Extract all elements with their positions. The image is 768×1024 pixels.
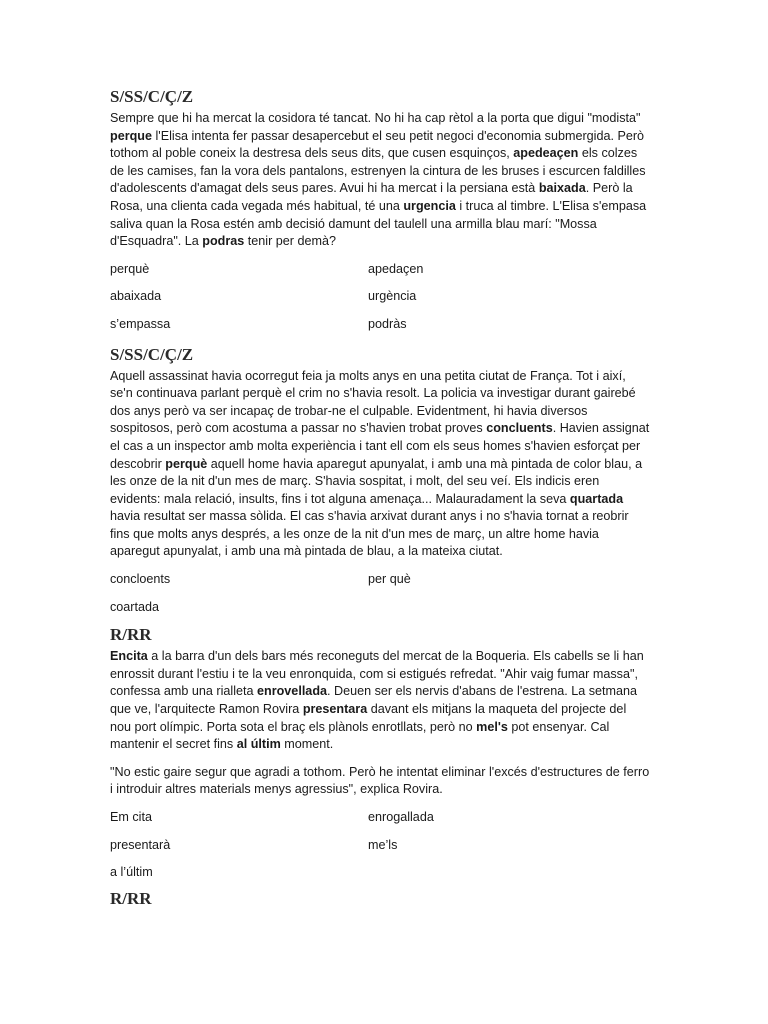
exercise-section [110, 344, 650, 617]
text-run: i truca al timbre. L'Elisa s'empasa saliva quan la Rosa estén amb decisió damunt del taulell una armilla blau marí: "Mossa d'Esquadra". La [110, 198, 647, 249]
text-run: havia resultat ser massa sòlida. El cas s'havia arxivat durant anys i no s'havia tornat a reobrir fins que molts anys després, a les onze de la nit d'un mes de març, un altre home havia aparegut apunyalat, i amb una mà pintada de blau, a la mateixa ciutat. [110, 509, 629, 559]
text-run: . Deuen ser els nervis d'abans de l'estrena. La setmana que ve, l'arquitecte Ramon Rovira [110, 684, 638, 717]
answer-item: Em cita [110, 810, 152, 824]
text-run: . Havien assignat el cas a un inspector amb molta experiència i tant ell com els seus homes s'havien esforçat per descobrir [110, 421, 650, 471]
text-run: aquell home havia aparegut apunyalat, i amb una mà pintada de color blau, a les onze de la nit d'un mes de març. S'havia sospitat, i molt, del seu veí. Els indicis eren evidents: mala relació, insults, fins i tot alguna amenaça... Malauradament la seva [110, 456, 643, 506]
answer-list [110, 809, 650, 882]
highlighted-term: urgencia [403, 198, 456, 213]
highlighted-term: podras [202, 234, 245, 249]
answer-item: enrogallada [368, 810, 434, 824]
text-run: "No estic gaire segur que agradi a tothom. Però he intentat eliminar l'excés d'estructures de ferro i introduir altres materials menys agressius", explica Rovira. [110, 764, 650, 797]
answer-item: perquè [110, 261, 150, 276]
answer-item: me’ls [368, 837, 398, 852]
answer-item: abaixada [110, 289, 162, 304]
section-heading: S/SS/C/Ç/Z [110, 344, 194, 364]
answer-list [110, 261, 650, 334]
highlighted-term: apedeaçen [513, 146, 579, 161]
exercise-section [110, 888, 650, 910]
text-run: els colzes de les camises, fan la vora dels pantalons, estrenyen la cintura de les bruses i escurcen faldilles d'adolescents d'amagat dels seus pares. Avui hi ha mercat i la persiana està [110, 146, 646, 196]
answer-item: per què [368, 572, 411, 587]
exercise-paragraph [110, 110, 650, 251]
highlighted-term: perque [110, 128, 152, 143]
text-run: Aquell assassinat havia ocorregut feia ja molts anys en una petita ciutat de França. Tot i així, se'n continuava parlant perquè el crim no s'havia resolt. La policia va investigar durant gairebé dos anys però va ser incapaç de trobar-ne el culpable. Evidentment, hi havia diversos sospitosos, però com acostuma a passar no s'havien trobat proves [110, 368, 636, 436]
answer-item: apedaçen [368, 261, 424, 276]
section-heading: R/RR [110, 888, 152, 908]
highlighted-term: al últim [236, 737, 281, 752]
answer-list [110, 571, 650, 616]
answer-item: s’empassa [110, 316, 171, 331]
highlighted-term: Encita [110, 649, 148, 664]
text-run: tenir per demà? [244, 234, 337, 249]
document-page [110, 86, 650, 912]
answer-item: a l’últim [110, 865, 153, 880]
text-run: Sempre que hi ha mercat la cosidora té tancat. No hi ha cap rètol a la porta que digui "modista" [110, 111, 641, 125]
section-heading: R/RR [110, 625, 152, 645]
answer-item: presentarà [110, 837, 171, 852]
highlighted-term: quartada [569, 491, 624, 506]
answer-item: coartada [110, 599, 160, 614]
highlighted-term: enrovellada [257, 684, 328, 699]
exercise-paragraph [110, 648, 650, 754]
text-run: a la barra d'un dels bars més reconeguts del mercat de la Boqueria. Els cabells se li han enrossit durant l'estiu i te la veu enronquida, com si estigués refredat. "Ahir vaig fumar massa", confessa amb una rialleta [110, 649, 644, 699]
text-run: l'Elisa intenta fer passar desapercebut el seu petit negoci d'economia submergida. Però tothom al poble coneix la destresa dels seus dits, que cusen esquinços, [110, 128, 645, 161]
answer-item: urgència [368, 289, 417, 304]
text-run: davant els mitjans la maqueta del projecte del nou port olímpic. Porta sota el braç els plànols enrotllats, però no [110, 702, 627, 734]
exercise-section [110, 86, 650, 334]
text-run: moment. [280, 737, 334, 752]
answer-item: podràs [368, 316, 407, 331]
highlighted-term: concluents [486, 421, 553, 436]
text-run: . Però la Rosa, una clienta cada vegada més habitual, té una [110, 181, 633, 213]
exercise-section [110, 624, 650, 882]
text-run: pot ensenyar. Cal mantenir el secret fins [110, 719, 610, 752]
exercise-paragraph [110, 368, 650, 562]
section-heading: S/SS/C/Ç/Z [110, 87, 194, 106]
answer-item: concloents [110, 572, 171, 587]
highlighted-term: perquè [165, 456, 208, 471]
highlighted-term: mel's [476, 719, 508, 734]
highlighted-term: baixada [538, 181, 586, 196]
highlighted-term: presentara [302, 702, 368, 717]
exercise-paragraph [110, 764, 650, 799]
